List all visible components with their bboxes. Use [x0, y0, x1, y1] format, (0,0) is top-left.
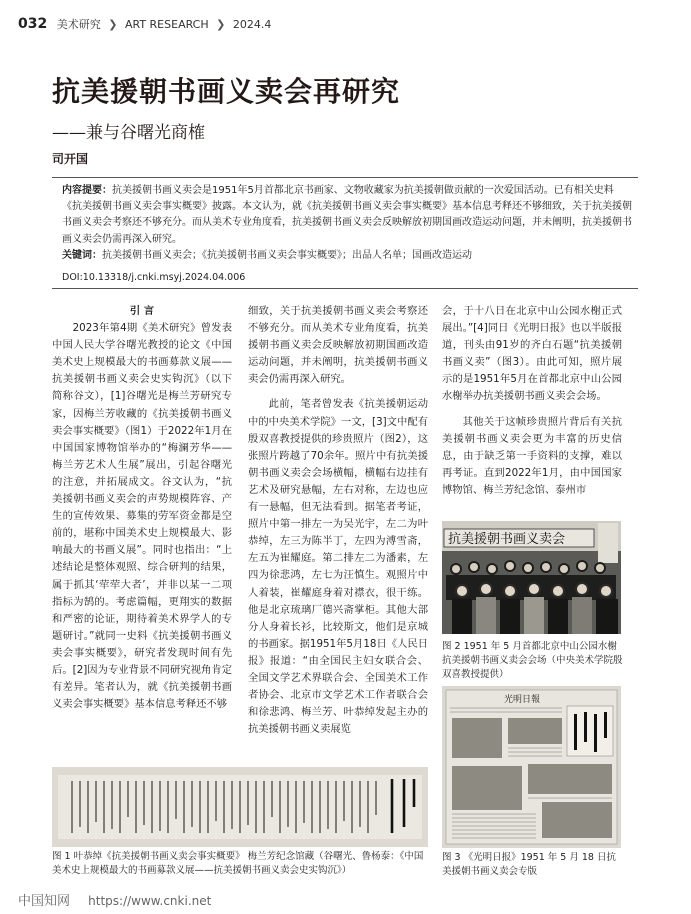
article-title: 抗美援朝书画义卖会再研究	[52, 75, 401, 108]
figure-3-image	[442, 686, 621, 848]
calligraphy-scroll-image	[52, 767, 428, 847]
chevron-right-icon: ❯	[216, 18, 226, 31]
figure-1-caption: 图 1 叶恭绰《抗美援朝书画义卖会事实概要》 梅兰芳纪念馆藏（谷曙光、鲁杨泰：《中国美术史上规模最大的书画募款义展——抗美援朝书画义卖会史实钩沉》）	[52, 851, 424, 876]
keywords-body: 抗美援朝书画义卖会；《抗美援朝书画义卖会事实概要》；出品人名单；国画改造运动	[102, 249, 472, 261]
figure-2-caption: 图 2 1951 年 5 月首都北京中山公园水榭抗美援朝书画义卖会会场（中央美术学院殷双喜教授提供）	[442, 641, 623, 680]
footer-site-name: 中国知网	[18, 894, 71, 909]
figure-3-caption: 图 3 《光明日报》1951 年 5 月 18 日抗美援朝书画义卖会专版	[442, 852, 616, 877]
paragraph: 会，于十八日在北京中山公园水榭正式展出。”[4]同日《光明日报》也以半版报道，刊头由91岁的齐白石题“抗美援朝书画义卖”（图3）。由此可知，照片展示的是1951年5月在首都北京中山公园水榭举办抗美援朝书画义卖会会场。	[442, 305, 622, 403]
footer-watermark	[18, 890, 211, 909]
chevron-right-icon: ❯	[108, 18, 118, 31]
keywords	[62, 248, 632, 264]
abstract-body: 抗美援朝书画义卖会是1951年5月首都北京书画家、文物收藏家为抗美援朝做贡献的一次爱国活动。已有相关史料《抗美援朝书画义卖会事实概要》披露。本文认为，就《抗美援朝书画义卖会事实概要》基本信息考释还不够细致，关于抗美援朝书画义卖会考察还不够充分。而从美术专业角度看，抗美援朝书画义卖会反映解放初期国画改造运动问题，并未阐明，抗美援朝书画义卖会仍需再深入研究。	[62, 185, 632, 245]
body-column-1	[52, 303, 232, 713]
journal-name-en: ART RESEARCH	[124, 18, 209, 31]
issue-number: 2024.4	[232, 18, 272, 31]
newspaper-page-image	[442, 686, 621, 848]
author-name: 司开国	[52, 152, 89, 166]
paragraph: 细致，关于抗美援朝书画义卖会考察还不够充分。而从美术专业角度看，抗美援朝书画义卖会反映解放初期国画改造运动问题，并未阐明，抗美援朝书画义卖会仍需再深入研究。	[248, 305, 428, 386]
abstract-text	[62, 183, 632, 248]
body-column-2	[248, 303, 428, 738]
section-heading: 引 言	[129, 305, 155, 317]
abstract-label: 内容提要：	[62, 185, 112, 196]
paragraph: 此前，笔者曾发表《抗美援朝运动中的中央美术学院》一文，[3]文中配有殷双喜教授提供的珍贵照片（图2），这张照片跨越了70余年。照片中有抗美援朝书画义卖会会场横幅，横幅右边挂有艺术及研究悬幅，左右对称，左边也应有一悬幅，但无法看到。据笔者考证，照片中第一排左一为吴光宇，左二为叶恭绰，左三为陈半丁，左四为溥雪斋，左五为崔耀庭。第二排左二为潘素，左四为徐悲鸿，左七为汪慎生。观照片中人着装，崔耀庭身着对襟衣，很干练。他是北京琉璃厂德兴斋掌柜。其他大部分人身着长衫，比较斯文，他们是京城的书画家。据1951年5月18日《人民日报》报道：“由全国民主妇女联合会、全国文学艺术界联合会、全国美术工作者协会、北京市文学艺术工作者联合会和徐悲鸿、梅兰芳、叶恭绰发起主办的抗美援朝书画义卖展览	[248, 398, 428, 736]
journal-name: 美术研究	[56, 18, 101, 31]
body-column-3	[442, 303, 622, 499]
group-photo-image	[442, 521, 621, 634]
banner-text: 抗美援朝书画义卖会	[448, 532, 566, 547]
figure-1-image	[52, 767, 428, 847]
abstract	[62, 183, 632, 264]
keywords-label: 关键词：	[62, 249, 102, 261]
article-subtitle: ——兼与谷曙光商榷	[52, 123, 205, 143]
doi: DOI:10.13318/j.cnki.msyj.2024.04.006	[62, 272, 246, 283]
running-head	[18, 16, 271, 32]
page-number: 032	[18, 16, 48, 32]
paragraph: 其他关于这帧珍贵照片背后有关抗美援朝书画义卖会更为丰富的历史信息，由于缺乏第一手资料的支撑，难以再考证。直到2022年1月，由中国国家博物馆、梅兰芳纪念馆、泰州市	[442, 415, 622, 496]
figure-2-image	[442, 521, 621, 634]
paragraph: 2023年第4期《美术研究》曾发表中国人民大学谷曙光教授的论文《中国美术史上规模最大的书画募款义展——抗美援朝书画义卖会史实钩沉》（以下简称谷文），[1]谷曙光是梅兰芳研究专家，因梅兰芳收藏的《抗美援朝书画义卖会事实概要》（图1）于2022年1月在中国国家博物馆举办的“梅澜芳华——梅兰芳艺术人生展”展出，引起谷曙光的注意，并拓展成文。谷文认为，“抗美援朝书画义卖会的声势规模阵容、产生的宣传效果、募集的劳军资金都是空前的，堪称中国美术史上规模最大、影响最大的书画义展”。同时也指出：“上述结论是整体观照、综合研判的结果，属于抓其‘荦荦大者’，并非以某一二项指标为鹄的。考虑篇幅，更翔实的数据和严密的论证，期待着美术界学人的专题研讨。”就同一史料《抗美援朝书画义卖会事实概要》，研究者发现时间有先后。[2]因为专业背景不同研究视角肯定有差异。笔者认为，就《抗美援朝书画义卖会事实概要》基本信息考释还不够	[52, 322, 232, 711]
footer-url: https://www.cnki.net	[88, 894, 212, 908]
newspaper-masthead: 光明日報	[504, 695, 541, 705]
